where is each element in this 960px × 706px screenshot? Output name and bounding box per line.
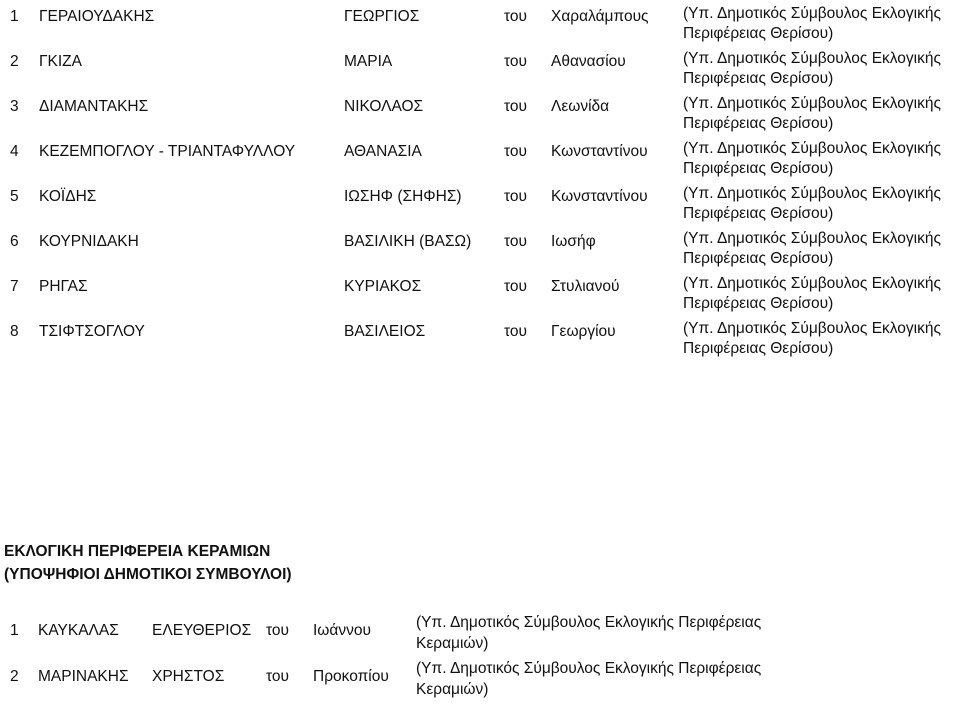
section-title: ΕΚΛΟΓΙΚΗ ΠΕΡΙΦΕΡΕΙΑ ΚΕΡΑΜΙΩΝ [4, 543, 271, 560]
candidate-father-name: Ιωάννου [313, 622, 371, 639]
candidate-first-name: ΝΙΚΟΛΑΟΣ [344, 98, 424, 115]
candidate-role: (Υπ. Δημοτικός Σύμβουλος Εκλογικής Περιφέρειας Θερίσου) [683, 185, 941, 222]
candidate-father-name: Ιωσήφ [551, 233, 596, 250]
candidate-father-name: Χαραλάμπους [551, 8, 649, 25]
candidate-tou: του [504, 323, 528, 340]
candidate-surname: ΔΙΑΜΑΝΤΑΚΗΣ [39, 98, 149, 115]
candidate-tou: του [504, 233, 528, 250]
candidate-number: 7 [10, 278, 19, 295]
candidate-surname: ΓΚΙΖΑ [39, 53, 82, 70]
candidate-row [0, 180, 960, 225]
candidate-number: 5 [10, 188, 19, 205]
candidate-row [0, 610, 960, 660]
candidate-surname: ΤΣΙΦΤΣΟΓΛΟΥ [39, 323, 145, 340]
candidate-row [0, 315, 960, 360]
candidate-number: 4 [10, 143, 19, 160]
candidate-tou: του [266, 622, 290, 639]
candidate-first-name: ΧΡΗΣΤΟΣ [152, 668, 225, 685]
candidate-father-name: Προκοπίου [313, 668, 389, 685]
candidate-number: 3 [10, 98, 19, 115]
candidate-role: (Υπ. Δημοτικός Σύμβουλος Εκλογικής Περιφέρειας Κεραμιών) [416, 614, 762, 652]
candidate-first-name: ΓΕΩΡΓΙΟΣ [344, 8, 420, 25]
candidate-number: 1 [10, 622, 19, 639]
candidate-tou: του [504, 53, 528, 70]
candidate-number: 1 [10, 8, 19, 25]
candidate-father-name: Λεωνίδα [551, 98, 610, 115]
candidate-first-name: ΜΑΡΙΑ [344, 53, 393, 70]
section-subtitle: (ΥΠΟΨΗΦΙΟΙ ΔΗΜΟΤΙΚΟΙ ΣΥΜΒΟΥΛΟΙ) [4, 566, 292, 583]
candidate-first-name: ΕΛΕΥΘΕΡΙΟΣ [152, 622, 252, 639]
candidate-row [0, 270, 960, 315]
candidate-role: (Υπ. Δημοτικός Σύμβουλος Εκλογικής Περιφέρειας Θερίσου) [683, 230, 941, 267]
candidate-role: (Υπ. Δημοτικός Σύμβουλος Εκλογικής Περιφέρειας Θερίσου) [683, 140, 941, 177]
candidate-tou: του [266, 668, 290, 685]
candidate-surname: ΓΕΡΑΙΟΥΔΑΚΗΣ [39, 8, 155, 25]
candidate-tou: του [504, 98, 528, 115]
candidate-row [0, 135, 960, 180]
candidate-surname: ΚΕΖΕΜΠΟΓΛΟΥ - ΤΡΙΑΝΤΑΦΥΛΛΟΥ [39, 143, 296, 160]
candidate-role: (Υπ. Δημοτικός Σύμβουλος Εκλογικής Περιφέρειας Θερίσου) [683, 5, 941, 42]
candidate-surname: ΚΟΥΡΝΙΔΑΚΗ [39, 233, 139, 250]
candidate-father-name: Κωνσταντίνου [551, 188, 648, 205]
candidate-number: 8 [10, 323, 19, 340]
candidate-role: (Υπ. Δημοτικός Σύμβουλος Εκλογικής Περιφέρειας Θερίσου) [683, 275, 941, 312]
candidate-surname: ΜΑΡΙΝΑΚΗΣ [38, 668, 129, 685]
candidate-surname: ΡΗΓΑΣ [39, 278, 88, 295]
candidate-role: (Υπ. Δημοτικός Σύμβουλος Εκλογικής Περιφέρειας Θερίσου) [683, 50, 941, 87]
candidate-tou: του [504, 188, 528, 205]
candidate-number: 2 [10, 668, 19, 685]
candidate-tou: του [504, 143, 528, 160]
candidate-first-name: ΒΑΣΙΛΙΚΗ (ΒΑΣΩ) [344, 233, 472, 250]
candidate-first-name: ΚΥΡΙΑΚΟΣ [344, 278, 422, 295]
candidate-first-name: ΙΩΣΗΦ (ΣΗΦΗΣ) [344, 188, 462, 205]
candidate-surname: ΚΑΥΚΑΛΑΣ [38, 622, 119, 639]
candidate-row [0, 90, 960, 135]
candidate-row [0, 45, 960, 90]
candidate-number: 6 [10, 233, 19, 250]
candidate-row [0, 0, 960, 45]
candidate-father-name: Γεωργίου [551, 323, 616, 340]
candidate-tou: του [504, 8, 528, 25]
candidate-surname: ΚΟΪΔΗΣ [39, 188, 97, 205]
candidate-first-name: ΒΑΣΙΛΕΙΟΣ [344, 323, 426, 340]
candidate-row [0, 656, 960, 706]
candidate-role: (Υπ. Δημοτικός Σύμβουλος Εκλογικής Περιφέρειας Θερίσου) [683, 95, 941, 132]
section-heading [4, 540, 292, 586]
candidate-tou: του [504, 278, 528, 295]
candidate-role: (Υπ. Δημοτικός Σύμβουλος Εκλογικής Περιφέρειας Κεραμιών) [416, 660, 762, 698]
candidate-father-name: Στυλιανού [551, 278, 620, 295]
candidate-father-name: Κωνσταντίνου [551, 143, 648, 160]
candidate-father-name: Αθανασίου [551, 53, 626, 70]
candidate-first-name: ΑΘΑΝΑΣΙΑ [344, 143, 422, 160]
candidate-number: 2 [10, 53, 19, 70]
candidate-role: (Υπ. Δημοτικός Σύμβουλος Εκλογικής Περιφέρειας Θερίσου) [683, 320, 941, 357]
candidate-row [0, 225, 960, 270]
